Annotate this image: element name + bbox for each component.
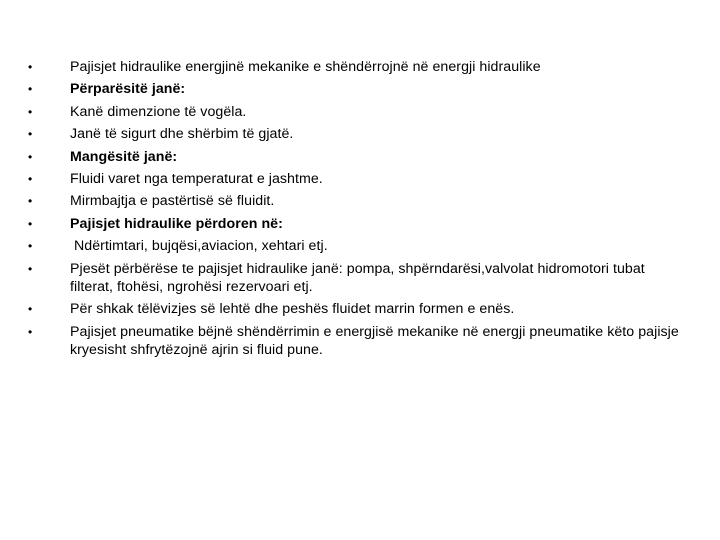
list-item: [28, 58, 688, 77]
list-item: [28, 237, 688, 256]
list-item: [28, 125, 688, 144]
list-item-text: Pajisjet hidraulike energjinë mekanike e shëndërrojnë në energji hidraulike: [70, 59, 541, 75]
bullet-dot: •: [28, 194, 33, 209]
list-item: [28, 80, 688, 99]
list-item: [28, 300, 688, 319]
bullet-dot: •: [28, 239, 33, 254]
list-item-text: Fluidi varet nga temperaturat e jashtme.: [70, 170, 323, 187]
bullet-list: [28, 58, 688, 364]
bullet-dot: •: [28, 171, 33, 186]
bullet-dot: •: [28, 104, 33, 119]
list-item-text: Pjesët përbërëse te pajisjet hidraulike janë: pompa, shpërndarësi,valvolat hidromotori tubat filterat, ftohësi, ngrohësi rezervoari etj.: [70, 260, 645, 296]
list-item: [28, 215, 688, 234]
list-item-text: Ndërtimtari, bujqësi,aviacion, xehtari etj.: [70, 238, 328, 255]
list-item: [28, 323, 688, 360]
list-item: [28, 192, 688, 211]
list-item: [28, 103, 688, 122]
list-item-text: Kanë dimenzione të vogëla.: [70, 103, 247, 120]
section-heading: Pajisjet hidraulike përdoren në:: [70, 215, 283, 232]
list-item-text: Për shkak tëlëvizjes së lehtë dhe peshës fluidet marrin formen e enës.: [70, 301, 515, 318]
bullet-dot: •: [28, 60, 33, 74]
list-item: [28, 148, 688, 167]
bullet-dot: •: [28, 127, 33, 142]
section-heading: Përparësitë janë:: [70, 81, 186, 98]
list-item: [28, 170, 688, 189]
bullet-dot: •: [28, 324, 33, 339]
bullet-dot: •: [28, 302, 33, 317]
section-heading: Mangësitë janë:: [70, 148, 178, 165]
bullet-dot: •: [28, 149, 33, 164]
bullet-dot: •: [28, 216, 33, 231]
list-item: [28, 260, 688, 297]
list-item-text: Janë të sigurt dhe shërbim të gjatë.: [70, 126, 294, 143]
list-item-text: Mirmbajtja e pastërtisë së fluidit.: [70, 193, 275, 210]
bullet-dot: •: [28, 82, 33, 97]
bullet-dot: •: [28, 261, 33, 276]
list-item-text: Pajisjet pneumatike bëjnë shëndërrimin e energjisë mekanike në energji pneumatike këto pajisje kryesisht shfrytëzojnë ajrin si fluid pune.: [70, 323, 679, 359]
